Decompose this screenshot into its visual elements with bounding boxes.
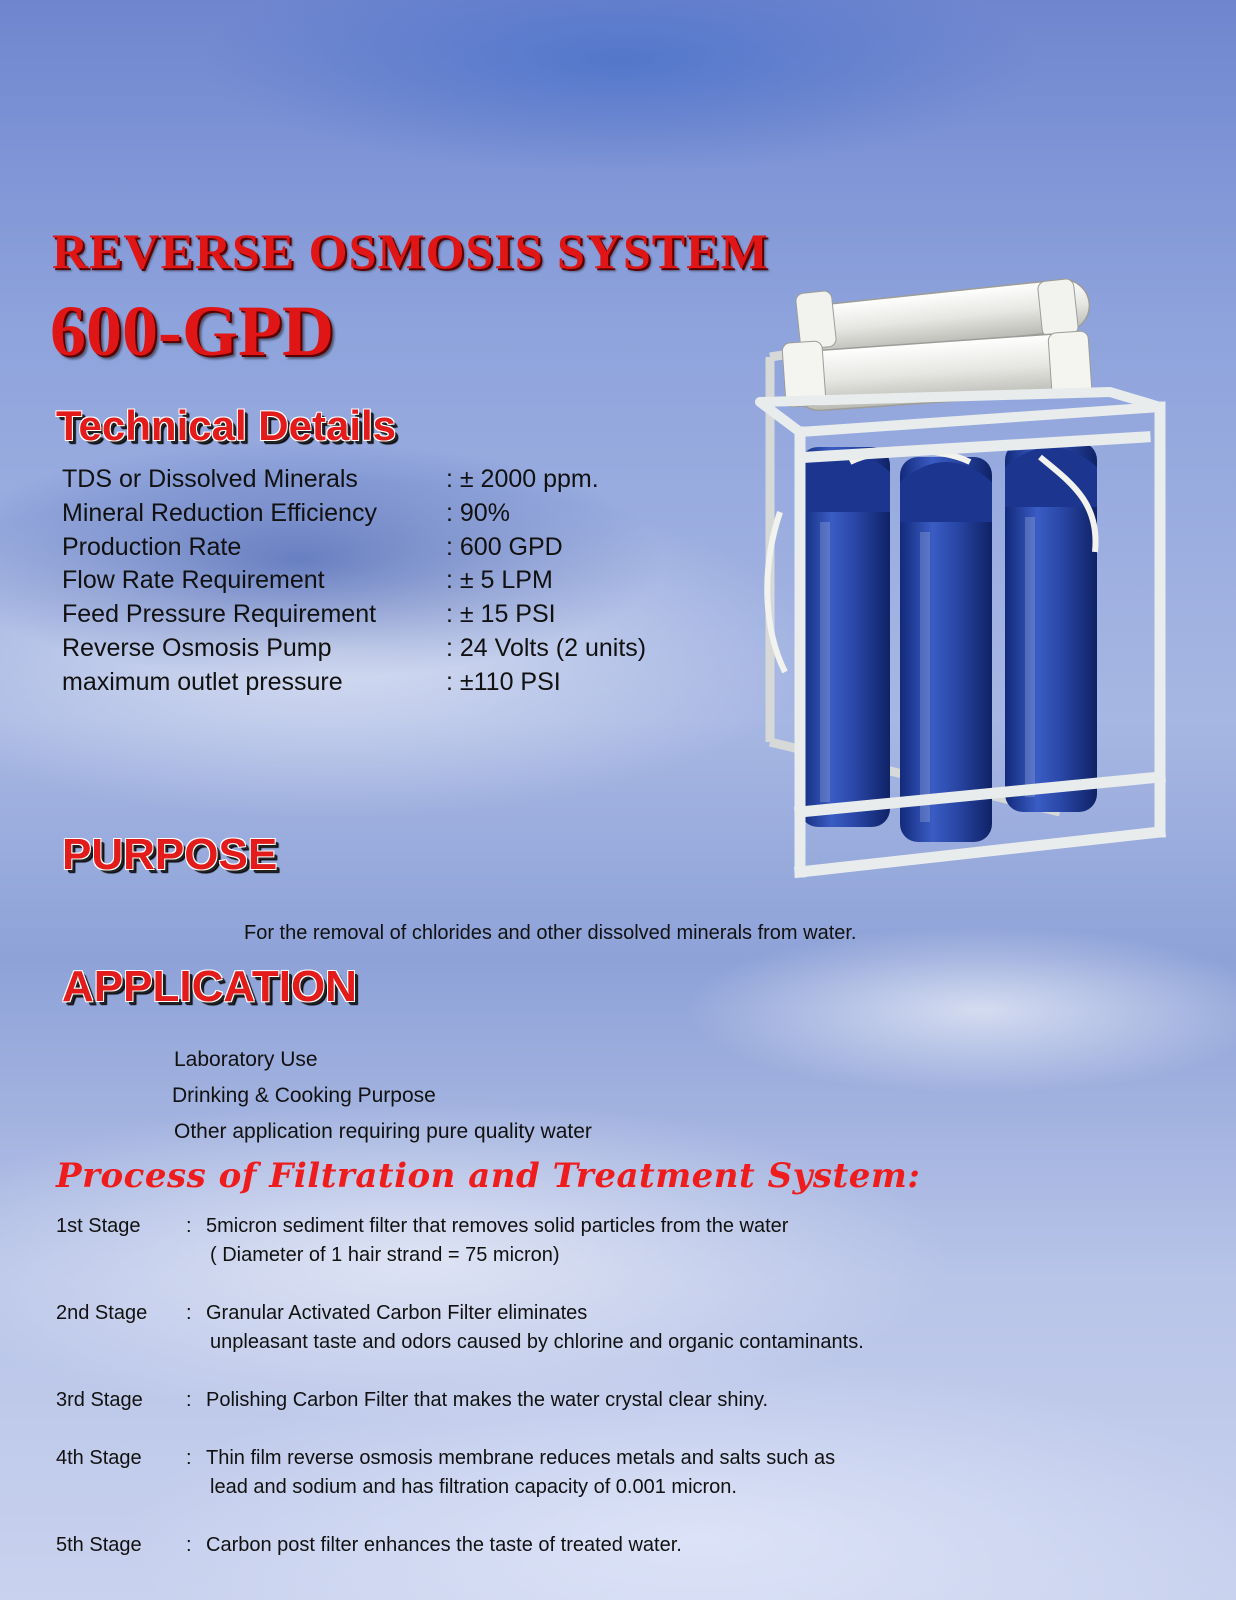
application-item: Other application requiring pure quality water [174,1120,592,1143]
spec-value: : ± 5 LPM [446,566,553,595]
frame-top [760,392,1160,432]
page-title: REVERSE OSMOSIS SYSTEM [52,223,769,279]
spec-value: : ± 2000 ppm. [446,465,599,493]
process-heading: Process of Filtration and Treatment System: [56,1156,921,1196]
stage-description [206,1531,1156,1560]
stage-line: 5micron sediment filter that removes solid particles from the water [206,1215,789,1237]
stage-description [206,1444,1156,1502]
spec-row [62,496,742,530]
reverse-osmosis-unit-image [740,272,1180,912]
spec-row [62,597,742,631]
stage-description [206,1212,1156,1270]
spec-label: Reverse Osmosis Pump [62,633,332,662]
spec-row [62,631,742,665]
application-item: Drinking & Cooking Purpose [172,1084,436,1107]
spec-label: Mineral Reduction Efficiency [62,498,377,527]
stage-name: 5th Stage [56,1534,142,1556]
stage-line: Carbon post filter enhances the taste of treated water. [206,1534,682,1556]
stage-line: Polishing Carbon Filter that makes the water crystal clear shiny. [206,1389,769,1411]
stage-item [56,1299,1156,1386]
spec-value: : ±110 PSI [446,667,561,696]
technical-details-heading: Technical Details [56,402,397,449]
spec-list [62,462,742,699]
stage-separator: : [186,1534,192,1556]
spec-value: : ± 15 PSI [446,600,556,629]
stage-item [56,1386,1156,1444]
stage-name: 3rd Stage [56,1389,143,1411]
stage-name: 2nd Stage [56,1302,148,1324]
application-list [174,1042,592,1150]
stage-separator: : [186,1215,192,1237]
spec-label: Flow Rate Requirement [62,566,325,595]
stage-separator: : [186,1302,192,1324]
filter-housing [800,447,890,827]
spec-row [62,665,742,699]
spec-value: : 600 GPD [446,532,563,561]
spec-label: TDS or Dissolved Minerals [62,465,358,493]
stage-line: Thin film reverse osmosis membrane reduces metals and salts such as [206,1447,836,1469]
spec-row [62,462,742,496]
application-item: Laboratory Use [174,1048,318,1071]
stage-separator: : [186,1447,192,1469]
stage-line: lead and sodium and has filtration capacity of 0.001 micron. [210,1476,737,1498]
purpose-heading: PURPOSE [62,830,278,879]
stage-line: ( Diameter of 1 hair strand = 75 micron) [210,1244,560,1266]
stage-name: 1st Stage [56,1215,141,1237]
stage-item [56,1531,1156,1561]
application-heading: APPLICATION [62,962,357,1011]
spec-row [62,563,742,597]
stage-item [56,1444,1156,1531]
stage-description [206,1386,1156,1415]
spec-label: maximum outlet pressure [62,667,343,696]
spec-value: : 24 Volts (2 units) [446,633,647,662]
spec-label: Feed Pressure Requirement [62,600,377,629]
filter-housing [900,457,992,842]
spec-row [62,530,742,564]
stage-line: Granular Activated Carbon Filter eliminates [206,1302,588,1324]
purpose-text: For the removal of chlorides and other dissolved minerals from water. [244,922,857,944]
stage-line: unpleasant taste and odors caused by chlorine and organic contaminants. [210,1331,864,1353]
spec-label: Production Rate [62,532,242,561]
model-number: 600-GPD [50,291,334,371]
stage-name: 4th Stage [56,1447,142,1469]
stage-list [56,1212,1156,1561]
spec-value: : 90% [446,498,510,527]
stage-separator: : [186,1389,192,1411]
stage-item [56,1212,1156,1299]
stage-description [206,1299,1156,1357]
